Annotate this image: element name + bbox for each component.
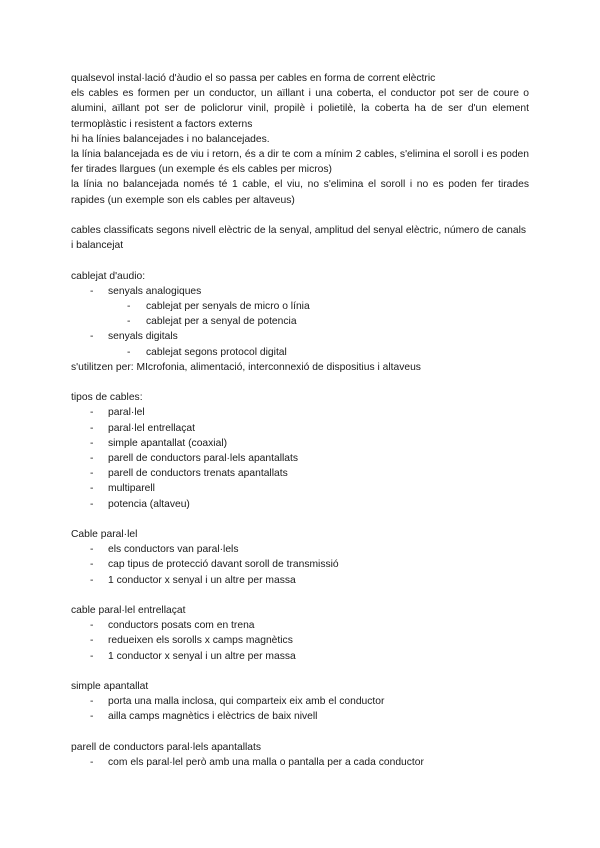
bullet-dash: - (90, 696, 94, 708)
cablejat-heading: cablejat d'audio: (71, 270, 146, 282)
bullet-dash: - (90, 468, 94, 480)
bullet-dash: - (90, 437, 94, 449)
list-item (71, 542, 529, 557)
list-item (71, 405, 529, 420)
list-item-text: senyals analogiques (108, 285, 202, 297)
spacer (71, 725, 529, 740)
list-item-text: multiparell (108, 483, 155, 495)
list-item (71, 755, 529, 770)
section-title: simple apantallat (71, 681, 149, 693)
spacer (71, 588, 529, 603)
document-body (71, 71, 529, 770)
list-item (71, 451, 529, 466)
bullet-dash: - (90, 422, 94, 434)
list-item-text: redueixen els sorolls x camps magnètics (108, 635, 293, 647)
list-item (71, 299, 529, 314)
bullet-dash: - (90, 620, 94, 632)
list-item-text: potencia (altaveu) (108, 498, 190, 510)
list-item (71, 633, 529, 648)
bullet-dash: - (127, 316, 131, 328)
list-item-text: paral·lel entrellaçat (108, 422, 195, 434)
bullet-dash: - (90, 285, 94, 297)
list-item-text: porta una malla inclosa, qui comparteix eix amb el conductor (108, 696, 385, 708)
list-item (71, 436, 529, 451)
bullet-dash: - (90, 559, 94, 571)
spacer (71, 208, 529, 223)
list-item-text: parell de conductors paral·lels apantallats (108, 453, 299, 465)
list-item-text: paral·lel (108, 407, 145, 419)
list-item-text: parell de conductors trenats apantallats (108, 468, 288, 480)
list-item-text: ailla camps magnètics i elèctrics de baix nivell (108, 711, 318, 723)
list-item-text: cablejat per a senyal de potencia (146, 316, 297, 328)
list-item (71, 466, 529, 481)
bullet-dash: - (90, 498, 94, 510)
list-item-text: cablejat per senyals de micro o línia (146, 301, 310, 313)
list-item (71, 329, 529, 344)
list-item (71, 481, 529, 496)
bullet-dash: - (127, 301, 131, 313)
bullet-dash: - (90, 650, 94, 662)
list-item (71, 694, 529, 709)
section-title: tipos de cables: (71, 392, 143, 404)
list-item-text: els conductors van paral·lels (108, 544, 239, 556)
list-item-text: cablejat segons protocol digital (146, 346, 287, 358)
section-title: parell de conductors paral·lels apantallats (71, 741, 262, 753)
section-title: Cable paral·lel (71, 529, 138, 541)
list-item (71, 618, 529, 633)
classification-paragraph: cables classificats segons nivell elèctric de la senyal, amplitud del senyal elèctric, número de canals i balancejat (71, 225, 527, 252)
bullet-dash: - (90, 331, 94, 343)
bullet-dash: - (90, 574, 94, 586)
list-item (71, 345, 529, 360)
section-title: cable paral·lel entrellaçat (71, 605, 186, 617)
bullet-dash: - (90, 483, 94, 495)
bullet-dash: - (90, 711, 94, 723)
cables-paragraph: els cables es formen per un conductor, un aïllant i una coberta, el conductor pot ser de coure o alumini, aïllant pot ser de policlorur vinil, propilè i polietilè, la coberta ha de ser d'un element termoplàstic i resistent a factors externs (71, 88, 529, 130)
balanced-paragraph: la línia balancejada es de viu i retorn, és a dir te com a mínim 2 cables, s'elimina el soroll i es poden fer tirades llargues (un exemple és els cables per micros) (71, 149, 529, 176)
balanced-line: hi ha línies balancejades i no balancejades. (71, 133, 270, 145)
spacer (71, 375, 529, 390)
list-item (71, 284, 529, 299)
bullet-dash: - (90, 757, 94, 769)
list-item-text: cap tipus de protecció davant soroll de transmissió (108, 559, 339, 571)
list-item (71, 557, 529, 572)
unbalanced-paragraph: la línia no balancejada només té 1 cable, el viu, no s'elimina el soroll i no es poden fer tirades rapides (un exemple son els cables per altaveus) (71, 179, 529, 206)
list-item-text: conductors posats com en trena (108, 620, 255, 632)
list-item-text: senyals digitals (108, 331, 178, 343)
bullet-dash: - (90, 635, 94, 647)
list-item (71, 709, 529, 724)
spacer (71, 664, 529, 679)
list-item-text: simple apantallat (coaxial) (108, 437, 228, 449)
bullet-dash: - (90, 407, 94, 419)
bullet-dash: - (90, 544, 94, 556)
list-item-text: 1 conductor x senyal i un altre per massa (108, 650, 296, 662)
bullet-dash: - (90, 453, 94, 465)
list-item (71, 421, 529, 436)
list-item (71, 649, 529, 664)
spacer (71, 512, 529, 527)
list-item (71, 314, 529, 329)
intro-line: qualsevol instal·lació d'àudio el so passa per cables en forma de corrent elèctric (71, 73, 436, 84)
list-item (71, 573, 529, 588)
list-item (71, 497, 529, 512)
uses-line: s'utilitzen per: MIcrofonia, alimentació, interconnexió de dispositius i altaveus (71, 361, 421, 373)
spacer (71, 253, 529, 268)
list-item-text: 1 conductor x senyal i un altre per massa (108, 574, 296, 586)
list-item-text: com els paral·lel però amb una malla o pantalla per a cada conductor (108, 757, 424, 769)
bullet-dash: - (127, 346, 131, 358)
